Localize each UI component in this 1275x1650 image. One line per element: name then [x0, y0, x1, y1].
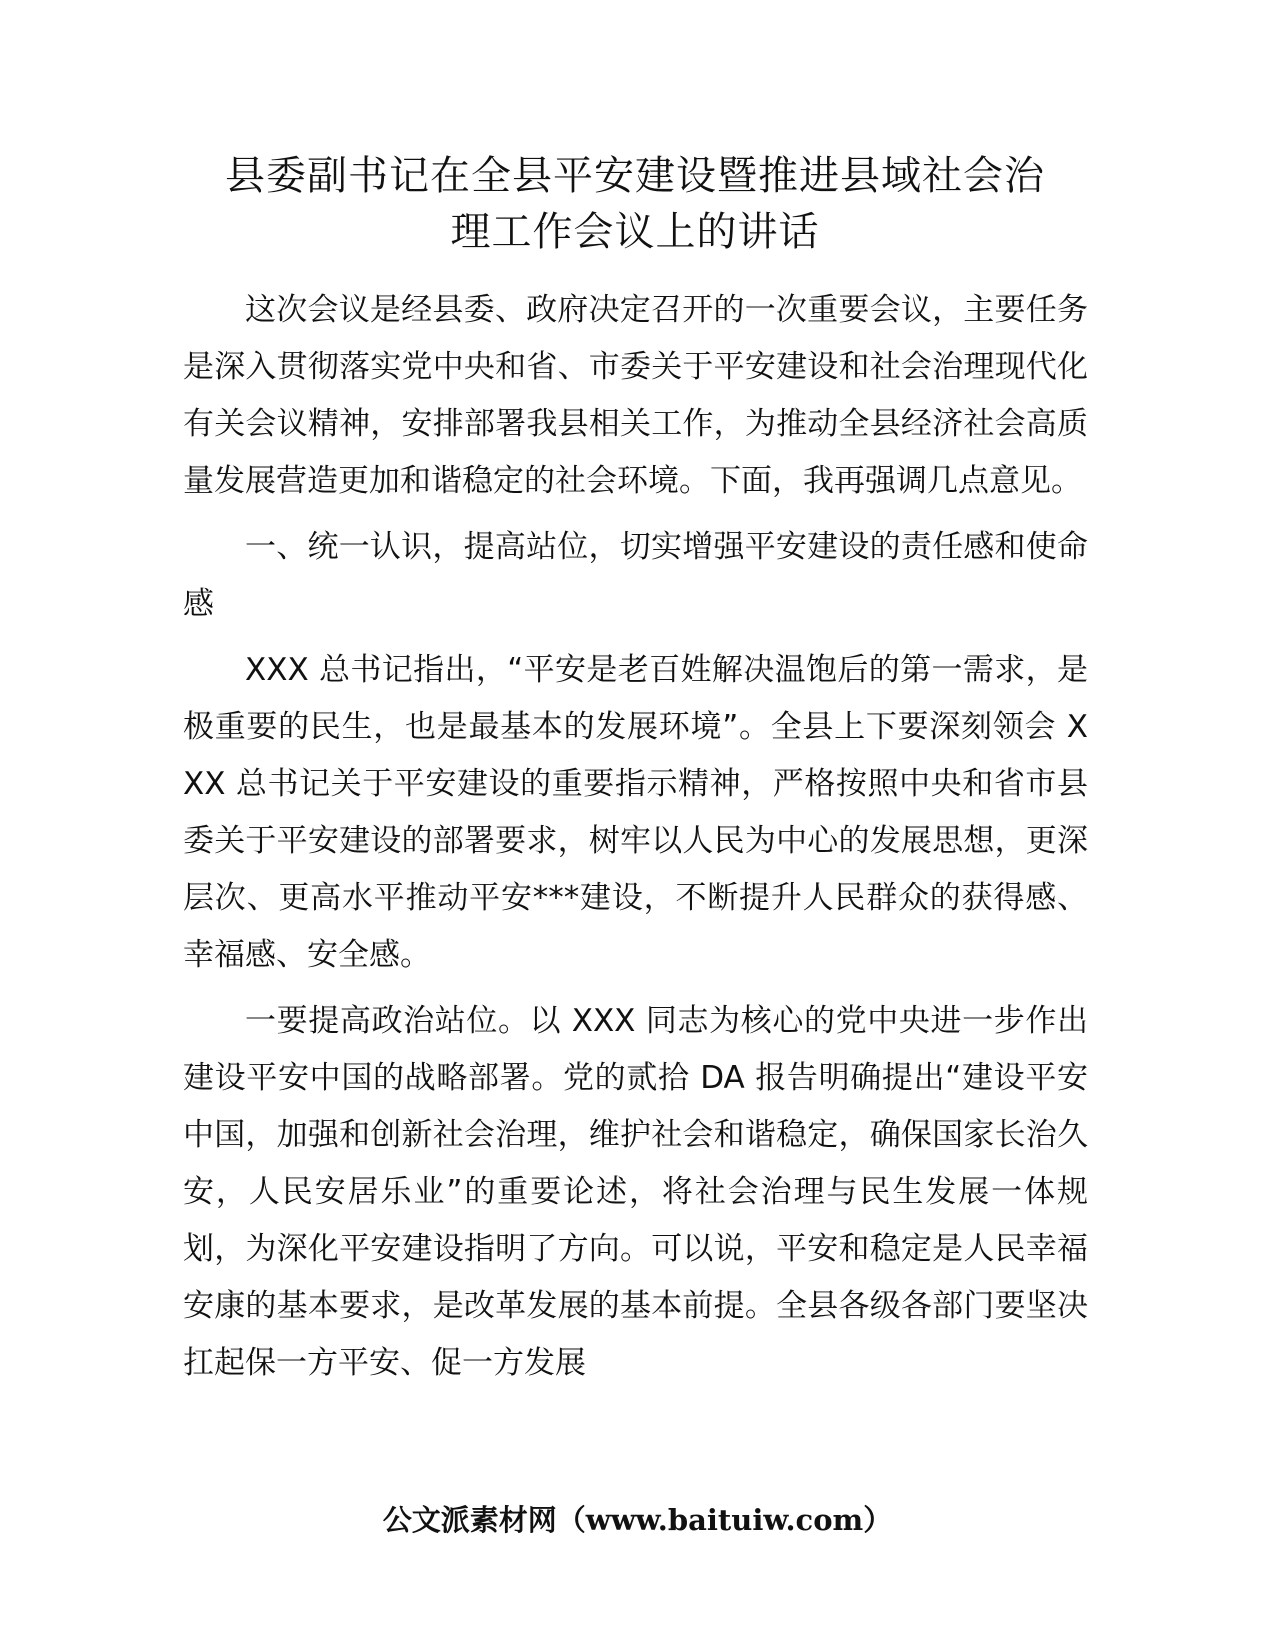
document-body [183, 282, 1088, 1401]
title-line-1: 县委副书记在全县平安建设暨推进县域社会治 [225, 153, 1045, 199]
paragraph-point-1: 一要提高政治站位。以 XXX 同志为核心的党中央进一步作出建设平安中国的战略部署。党的贰拾 DA 报告明确提出“建设平安中国，加强和创新社会治理，维护社会和谐稳定，确保国家长治久安，人民安居乐业”的重要论述，将社会治理与民生发展一体规划，为深化平安建设指明了方向。可以说，平安和稳定是人民幸福安康的基本要求，是改革发展的基本前提。全县各级各部门要坚决扛起保一方平安、促一方发展 [183, 1003, 1088, 1381]
document-title [180, 148, 1090, 260]
footer-watermark: 公文派素材网（www.baituiw.com） [382, 1503, 893, 1537]
paragraph-quote: XXX 总书记指出，“平安是老百姓解决温饱后的第一需求，是极重要的民生，也是最基本的发展环境”。全县上下要深刻领会 XXX 总书记关于平安建设的重要指示精神，严格按照中央和省市县委关于平安建设的部署要求，树牢以人民为中心的发展思想，更深层次、更高水平推动平安***建设，不断提升人民群众的获得感、幸福感、安全感。 [183, 652, 1088, 973]
title-line-2: 理工作会议上的讲话 [450, 209, 820, 255]
section-heading-1: 一、统一认识，提高站位，切实增强平安建设的责任感和使命感 [183, 529, 1088, 622]
paragraph-intro: 这次会议是经县委、政府决定召开的一次重要会议，主要任务是深入贯彻落实党中央和省、市委关于平安建设和社会治理现代化有关会议精神，安排部署我县相关工作，为推动全县经济社会高质量发展营造更加和谐稳定的社会环境。下面，我再强调几点意见。 [183, 292, 1088, 499]
